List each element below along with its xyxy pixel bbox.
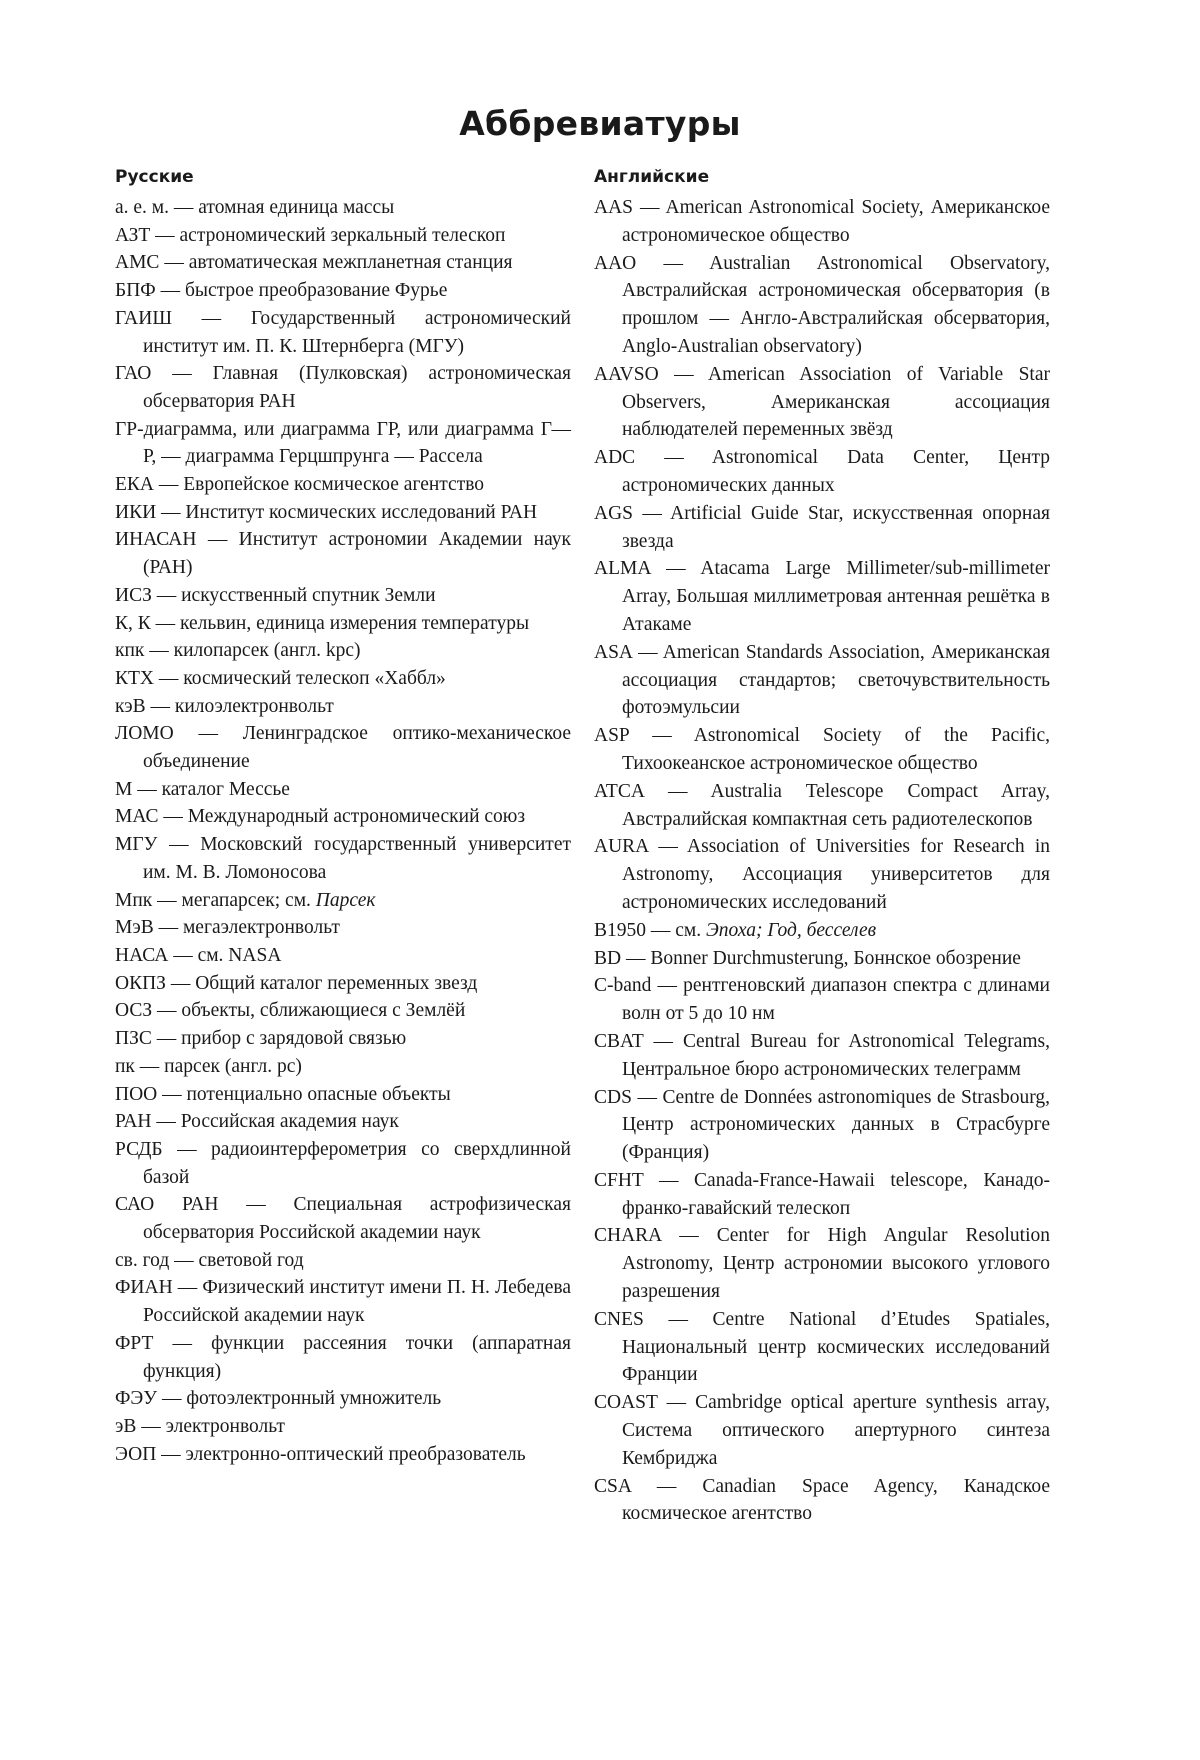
abbreviation-definition: — Институт астрономии Академии наук (РАН) xyxy=(143,529,571,579)
abbreviation-definition: — каталог Мессье xyxy=(132,778,290,800)
abbreviation-definition: — Association of Universities for Research in Astronomy, Ассоциация университетов для астрономических исследований xyxy=(622,836,1050,913)
russian-entry xyxy=(115,720,571,775)
abbreviation-term: пк xyxy=(115,1055,135,1077)
abbreviation-term: НАСА xyxy=(115,944,169,966)
russian-entry xyxy=(115,194,571,222)
page-title: Аббревиатуры xyxy=(459,104,741,143)
abbreviation-definition: — Европейское космическое агентство xyxy=(154,474,485,496)
russian-heading: Русские xyxy=(115,167,194,187)
russian-entry xyxy=(115,1081,571,1109)
abbreviation-term: ЭОП xyxy=(115,1443,157,1465)
english-entry xyxy=(594,361,1050,444)
abbreviation-term: АЗТ xyxy=(115,224,151,246)
english-entry xyxy=(594,444,1050,500)
russian-entry xyxy=(115,1330,571,1385)
abbreviation-term: ИСЗ xyxy=(115,584,152,606)
abbreviation-definition: — мегапарсек; см. xyxy=(152,889,316,911)
abbreviation-definition: — функции рассеяния точки (аппаратная функция) xyxy=(143,1332,571,1382)
abbreviation-definition: — Atacama Large Millimeter/sub-millimeter Array, Большая миллиметровая антенная решётка в Атакаме xyxy=(622,558,1050,635)
abbreviation-term: МАС xyxy=(115,806,159,828)
russian-entry xyxy=(115,1247,571,1275)
abbreviation-term: ALMA xyxy=(594,558,651,580)
russian-entry xyxy=(115,1053,571,1081)
abbreviation-definition: — диаграмма Герцшпрунга — Рассела xyxy=(156,446,483,468)
abbreviation-term: М xyxy=(115,778,133,800)
russian-entry xyxy=(115,1191,571,1246)
russian-entry xyxy=(115,471,571,499)
abbreviation-definition: — рентгеновский диапазон спектра с длинами волн от 5 до 10 нм xyxy=(622,975,1050,1025)
russian-entry xyxy=(115,526,571,581)
abbreviation-definition: — атомная единица массы xyxy=(169,197,395,218)
abbreviation-definition: — Centre de Données astronomiques de Strasbourg, Центр астрономических данных в Страсбурге (Франция) xyxy=(622,1086,1050,1164)
english-entry xyxy=(594,778,1050,834)
russian-entry xyxy=(115,305,571,360)
russian-entry xyxy=(115,997,571,1025)
russian-entry xyxy=(115,831,571,886)
abbreviation-term: ОКПЗ xyxy=(115,972,166,994)
english-entry xyxy=(594,917,1050,945)
abbreviation-definition: — Bonner Durchmusterung, Боннское обозрение xyxy=(621,947,1021,969)
abbreviation-term: AAO xyxy=(594,252,637,274)
abbreviation-definition: — световой год xyxy=(169,1249,304,1271)
russian-entry xyxy=(115,970,571,998)
english-entry xyxy=(594,1389,1050,1472)
abbreviation-term: ПОО xyxy=(115,1083,158,1105)
abbreviation-definition: — Australia Telescope Compact Array, Австралийская компактная сеть радиотелескопов xyxy=(622,780,1050,830)
abbreviation-definition: — объекты, сближающиеся с Землёй xyxy=(152,1000,466,1022)
abbreviation-definition: — Институт космических исследований РАН xyxy=(156,501,538,523)
abbreviation-definition: — Center for High Angular Resolution Astronomy, Центр астрономии высокого углового разрешения xyxy=(622,1225,1050,1303)
abbreviation-term: CBAT xyxy=(594,1030,644,1052)
abbreviation-definition: — см. NASA xyxy=(168,944,282,966)
english-entry xyxy=(594,1306,1050,1389)
abbreviation-definition: — Ленинградское оптико-механическое объединение xyxy=(143,723,571,773)
english-heading: Английские xyxy=(594,167,710,187)
abbreviation-term: САО РАН xyxy=(115,1194,219,1216)
abbreviation-definition: — электронно-оптический преобразователь xyxy=(156,1443,526,1465)
abbreviation-term: МэВ xyxy=(115,917,154,939)
abbreviation-term: Мпк xyxy=(115,889,153,911)
abbreviation-term: ADC xyxy=(594,447,636,469)
abbreviation-definition: — килоэлектронвольт xyxy=(145,695,334,717)
abbreviation-term: ПЗС xyxy=(115,1028,152,1050)
abbreviation-term: CSA xyxy=(594,1475,631,1497)
english-entry xyxy=(594,194,1050,250)
abbreviation-definition: — космический телескоп «Хаббл» xyxy=(154,667,446,689)
russian-entry xyxy=(115,1441,571,1469)
russian-entry xyxy=(115,887,571,915)
russian-entry xyxy=(115,1108,571,1136)
russian-entry xyxy=(115,776,571,804)
abbreviation-definition: — Главная (Пулковская) астрономическая обсерватория РАН xyxy=(143,363,571,412)
abbreviation-definition: — Cambridge optical aperture synthesis array, Система оптического апертурного синтеза Кембриджа xyxy=(622,1392,1050,1469)
russian-abbreviations-column xyxy=(115,166,571,1468)
abbreviation-term: св. год xyxy=(115,1249,170,1271)
english-entry xyxy=(594,972,1050,1028)
english-entry xyxy=(594,945,1050,973)
russian-entry xyxy=(115,637,571,665)
abbreviation-term: ASP xyxy=(594,725,630,747)
abbreviation-definition: — электронвольт xyxy=(136,1415,285,1437)
russian-entry xyxy=(115,1385,571,1413)
abbreviation-definition: — Специальная астрофизическая обсерватория Российской академии наук xyxy=(143,1194,571,1244)
abbreviation-term: C-band xyxy=(594,975,652,997)
abbreviation-term: B1950 xyxy=(594,919,647,941)
abbreviation-term: МГУ xyxy=(115,834,158,856)
english-entry xyxy=(594,1473,1050,1529)
abbreviation-term: ГАО xyxy=(115,363,152,385)
russian-entry xyxy=(115,1413,571,1441)
abbreviation-definition: — Общий каталог переменных звезд xyxy=(165,972,478,994)
russian-entry xyxy=(115,249,571,277)
russian-entry xyxy=(115,582,571,610)
abbreviation-definition: — Centre National d’Etudes Spatiales, Национальный центр космических исследований Франции xyxy=(622,1308,1050,1386)
russian-entry xyxy=(115,416,571,471)
russian-entry xyxy=(115,803,571,831)
english-abbreviations-column xyxy=(594,166,1050,1528)
russian-entry xyxy=(115,1025,571,1053)
abbreviation-term: КТХ xyxy=(115,667,154,689)
abbreviation-definition: — прибор с зарядовой связью xyxy=(151,1028,407,1050)
abbreviation-term: COAST xyxy=(594,1392,658,1414)
abbreviation-definition: — потенциально опасные объекты xyxy=(157,1083,451,1105)
abbreviation-definition: — килопарсек (англ. kpc) xyxy=(144,640,361,662)
abbreviation-term: ASA xyxy=(594,641,632,663)
abbreviation-definition: — кельвин, единица измерения температуры xyxy=(150,612,530,634)
russian-entry-list xyxy=(115,194,571,1468)
english-entry xyxy=(594,250,1050,361)
cross-reference: Эпоха; Год, бесселев xyxy=(706,919,877,941)
russian-entry xyxy=(115,610,571,638)
abbreviation-definition: — Astronomical Society of the Pacific, Тихоокеанское астрономическое общество xyxy=(622,725,1050,774)
english-entry xyxy=(594,1084,1050,1167)
russian-entry xyxy=(115,360,571,415)
abbreviation-definition: — мегаэлектронвольт xyxy=(153,917,340,939)
abbreviation-definition: — American Astronomical Society, Американское астрономическое общество xyxy=(622,197,1050,246)
english-entry xyxy=(594,833,1050,916)
abbreviation-term: CDS xyxy=(594,1086,632,1108)
abbreviation-definition: — Central Bureau for Astronomical Telegrams, Центральное бюро астрономических телеграмм xyxy=(622,1030,1050,1080)
abbreviation-term: ГАИШ xyxy=(115,307,172,329)
abbreviation-definition: — парсек (англ. pc) xyxy=(134,1055,302,1077)
abbreviation-definition: — автоматическая межпланетная станция xyxy=(159,252,513,274)
russian-entry xyxy=(115,693,571,721)
abbreviation-term: а. е. м. xyxy=(115,197,170,218)
abbreviation-definition: — American Association of Variable Star Observers, Американская ассоциация наблюдателей переменных звёзд xyxy=(622,363,1050,441)
abbreviation-definition: — American Standards Association, Американская ассоциация стандартов; светочувствительность фотоэмульсии xyxy=(622,641,1050,719)
abbreviation-term: БПФ xyxy=(115,280,156,302)
english-entry xyxy=(594,1028,1050,1084)
abbreviation-term: РСДБ xyxy=(115,1138,163,1160)
abbreviation-term: кэВ xyxy=(115,695,146,717)
abbreviation-term: ФИАН xyxy=(115,1277,173,1299)
english-entry xyxy=(594,1222,1050,1305)
abbreviation-definition: — Canada-France-Hawaii telescope, Канадо-франко-гавайский телескоп xyxy=(622,1169,1050,1219)
russian-entry xyxy=(115,1136,571,1191)
abbreviation-term: AGS xyxy=(594,502,634,524)
abbreviation-definition: — Australian Astronomical Observatory, Австралийская астрономическая обсерватория (в прошлом — Англо-Австралийская обсерватория, Anglo-Australian observatory) xyxy=(622,252,1050,357)
abbreviation-definition: — радиоинтерферометрия со сверхдлинной базой xyxy=(143,1138,571,1188)
abbreviation-definition: — Canadian Space Agency, Канадское космическое агентство xyxy=(622,1475,1050,1525)
abbreviation-term: ЛОМО xyxy=(115,723,174,745)
abbreviation-definition: — фотоэлектронный умножитель xyxy=(157,1388,442,1410)
abbreviation-term: BD xyxy=(594,947,622,969)
english-entry xyxy=(594,555,1050,638)
abbreviation-term: ИКИ xyxy=(115,501,157,523)
abbreviation-term: ЕКА xyxy=(115,474,154,496)
abbreviation-term: CNES xyxy=(594,1308,644,1330)
abbreviation-term: ОСЗ xyxy=(115,1000,153,1022)
english-entry xyxy=(594,639,1050,722)
abbreviation-term: ATCA xyxy=(594,780,644,802)
abbreviation-term: ФЭУ xyxy=(115,1388,158,1410)
english-entry xyxy=(594,722,1050,778)
abbreviation-definition: — быстрое преобразование Фурье xyxy=(155,280,448,302)
abbreviation-definition: — Международный астрономический союз xyxy=(158,806,526,828)
russian-entry xyxy=(115,665,571,693)
russian-entry xyxy=(115,222,571,250)
russian-entry xyxy=(115,942,571,970)
abbreviation-term: РАН xyxy=(115,1111,152,1133)
english-entry-list xyxy=(594,194,1050,1528)
abbreviation-definition: — астрономический зеркальный телескоп xyxy=(150,224,506,246)
abbreviation-term: AAVSO xyxy=(594,363,659,385)
abbreviation-term: ИНАСАН xyxy=(115,529,197,551)
abbreviation-term: CHARA xyxy=(594,1225,662,1247)
abbreviation-term: кпк xyxy=(115,640,145,662)
abbreviation-definition: — искусственный спутник Земли xyxy=(151,584,436,606)
abbreviation-term: AURA xyxy=(594,836,649,858)
abbreviation-definition: — Astronomical Data Center, Центр астрономических данных xyxy=(622,447,1050,496)
abbreviation-definition: — Российская академия наук xyxy=(151,1111,399,1133)
russian-entry xyxy=(115,1274,571,1329)
russian-entry xyxy=(115,499,571,527)
abbreviation-term: эВ xyxy=(115,1415,137,1437)
abbreviation-definition: — Физический институт имени П. Н. Лебедева Российской академии наук xyxy=(143,1277,571,1327)
cross-reference: Парсек xyxy=(315,889,376,911)
english-entry xyxy=(594,500,1050,556)
russian-entry xyxy=(115,277,571,305)
abbreviation-definition: — см. xyxy=(646,919,707,941)
abbreviation-term: К, К xyxy=(115,612,151,634)
english-entry xyxy=(594,1167,1050,1223)
abbreviation-definition: — Artificial Guide Star, искусственная опорная звезда xyxy=(622,502,1050,552)
abbreviation-term: ФРТ xyxy=(115,1332,154,1354)
abbreviation-term: CFHT xyxy=(594,1169,644,1191)
abbreviation-definition: — Государственный астрономический институт им. П. К. Штернберга (МГУ) xyxy=(143,307,571,357)
abbreviation-definition: — Московский государственный университет им. М. В. Ломоносова xyxy=(143,834,571,883)
abbreviation-term: ГР-диаграмма, или диаграмма ГР, или диаграмма Г—Р, xyxy=(115,418,571,468)
abbreviation-term: AAS xyxy=(594,197,634,218)
russian-entry xyxy=(115,914,571,942)
abbreviation-term: АМС xyxy=(115,252,160,274)
